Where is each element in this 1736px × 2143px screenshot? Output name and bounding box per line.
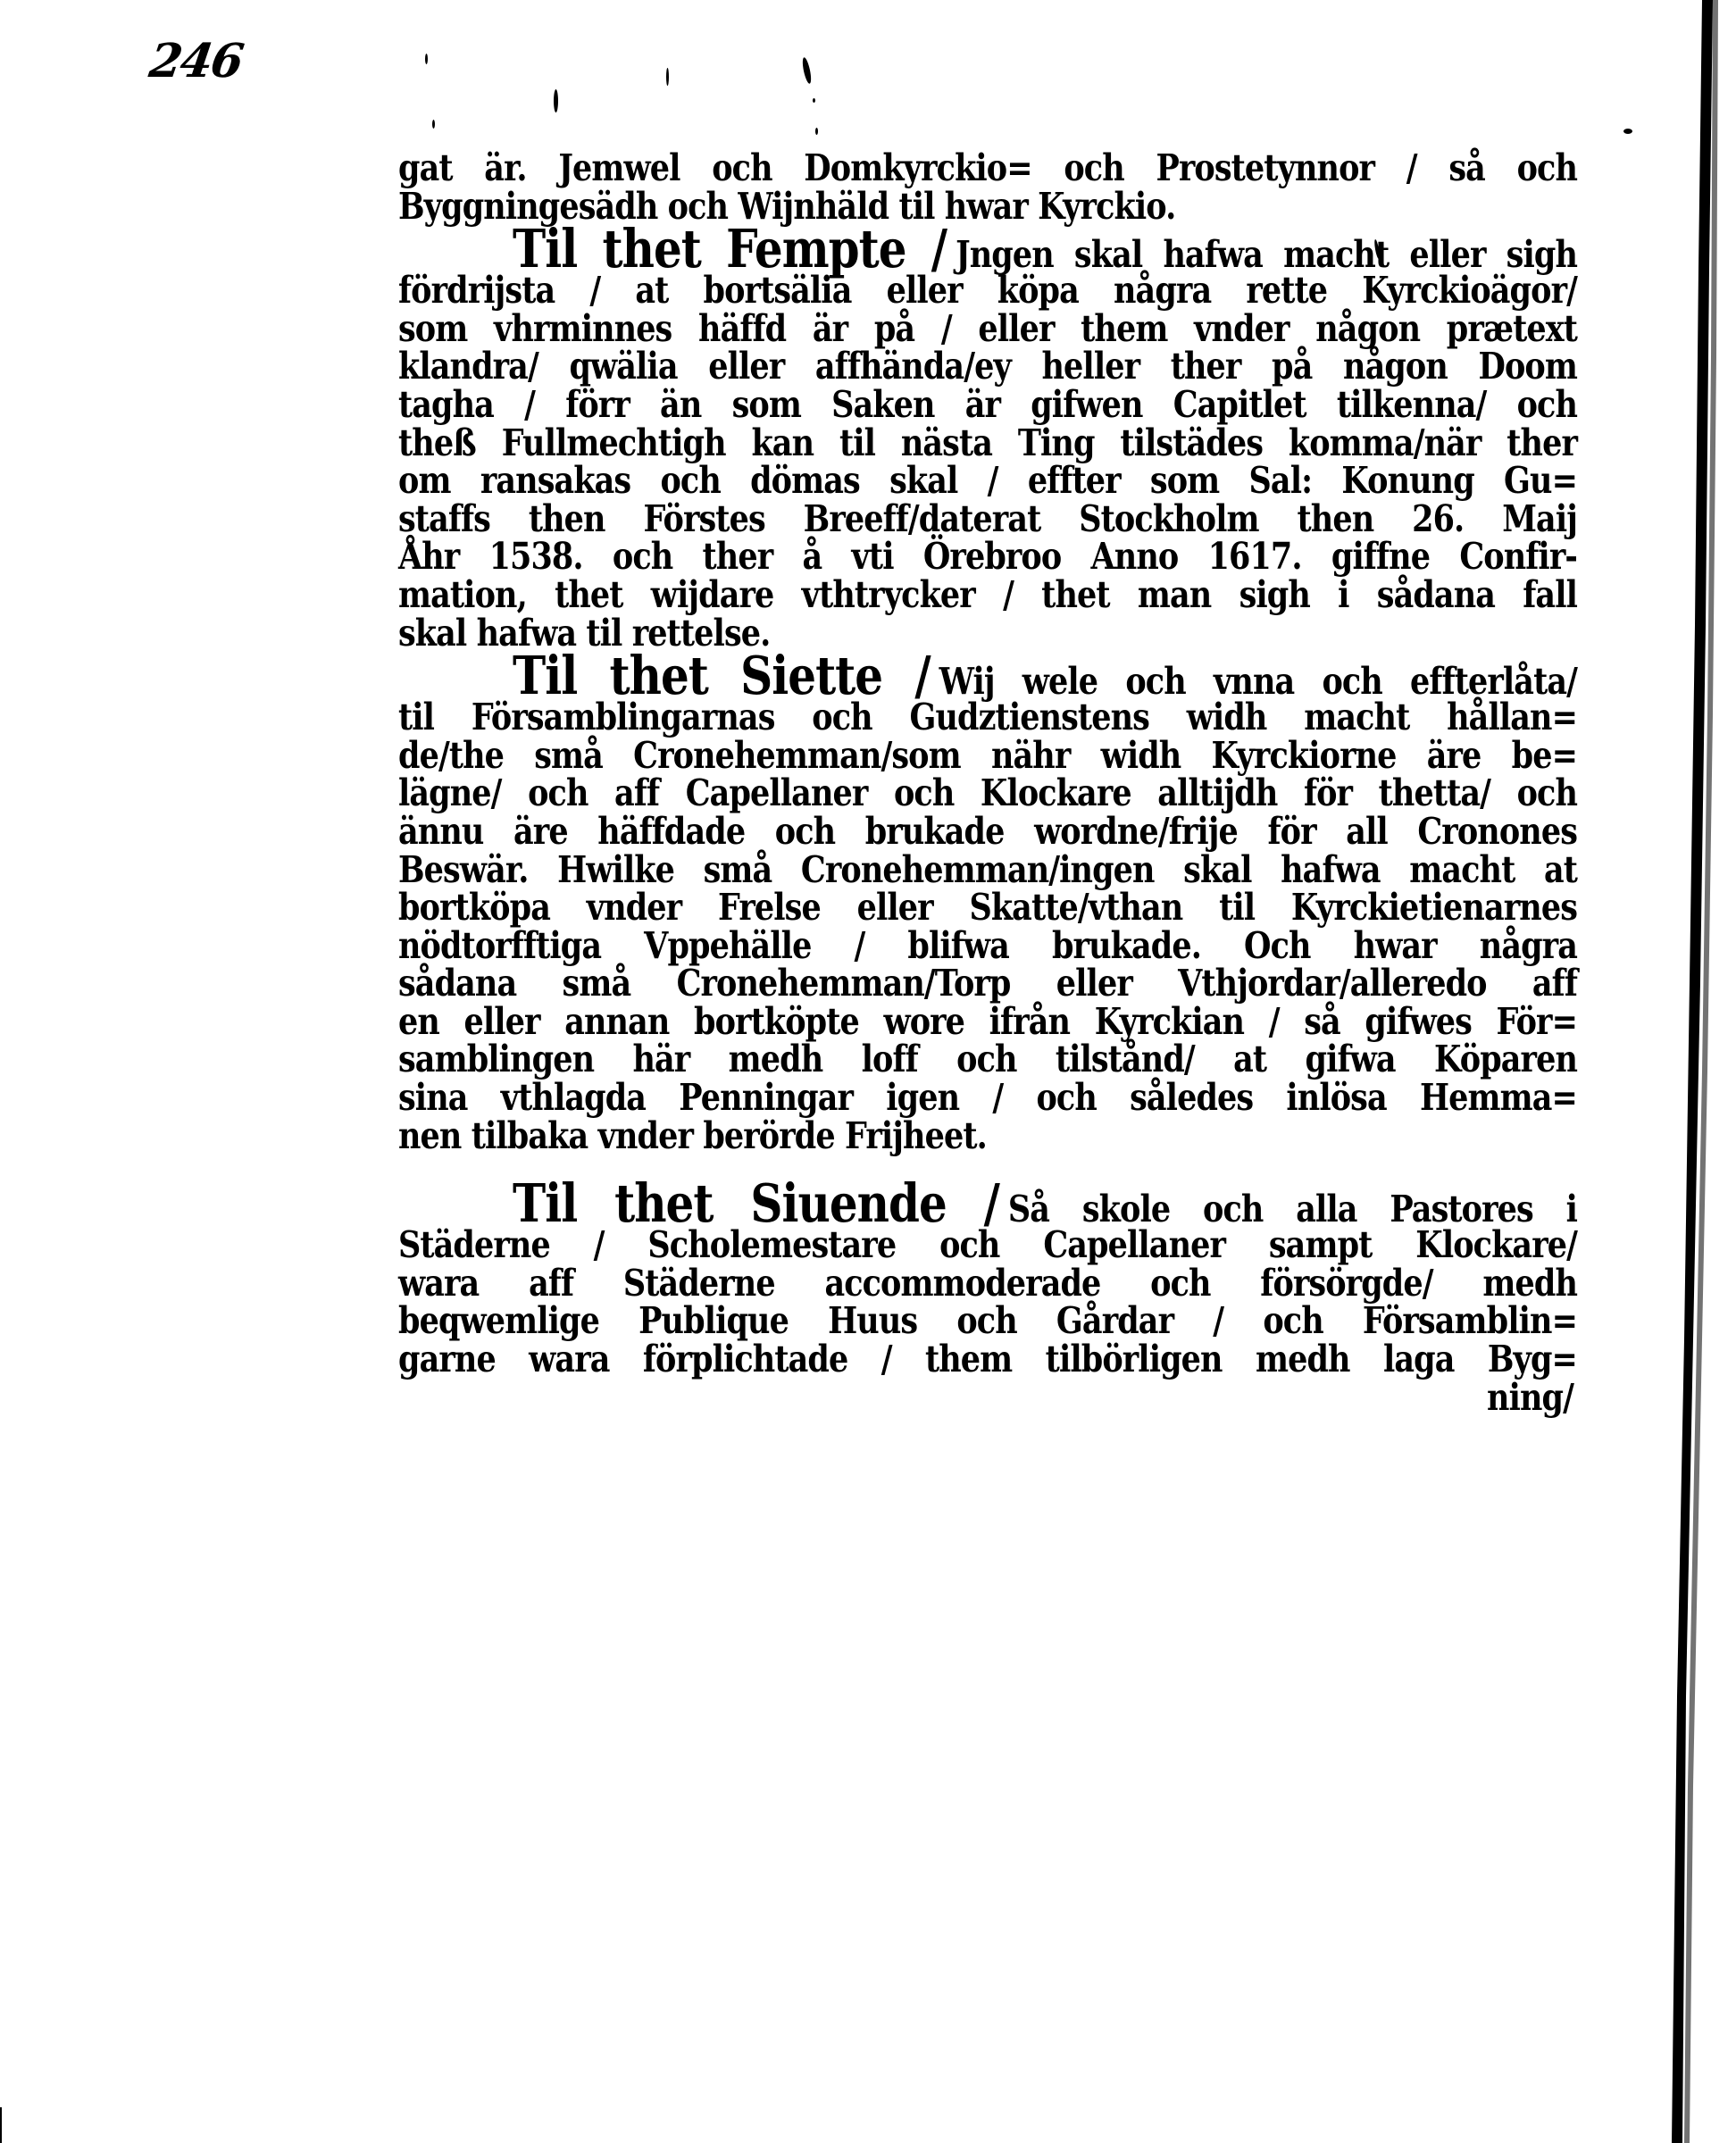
text-line: til Församblingarnas och Gudztienstens widh macht hållan= <box>398 696 1577 739</box>
text-line: mation, thet wijdare vthtrycker / thet man sigh i sådana fall <box>398 573 1577 617</box>
binding-shadow <box>1638 0 1736 2143</box>
text-line: skal hafwa til rettelse. <box>398 611 771 655</box>
text-line: sina vthlagda Penningar igen / och således inlösa Hemma= <box>398 1076 1577 1120</box>
text-run: Så skole och alla Pastores i <box>1007 1188 1577 1231</box>
scan-speck <box>0 2107 2 2143</box>
scan-speck <box>554 89 558 113</box>
text-line: Åhr 1538. och ther å vti Örebroo Anno 1617. giffne Confir- <box>398 535 1577 579</box>
text-run: Jngen skal hafwa macht eller sigh <box>956 233 1577 277</box>
text-line: de/the små Cronehemman/som nähr widh Kyrckiorne äre be= <box>398 733 1577 778</box>
text-line: Städerne / Scholemestare och Capellaner sampt Klockare/ <box>398 1223 1577 1267</box>
scan-speck <box>1623 129 1632 134</box>
text-run: Wij wele och vnna och effterlåta/ <box>939 660 1578 704</box>
text-line: gat är. Jemwel och Domkyrckio= och Prostetynnor / så och <box>398 146 1577 190</box>
scan-speck <box>432 120 435 129</box>
text-line: fördrijsta / at bortsälia eller köpa några rette Kyrckioägor/ <box>398 269 1577 313</box>
text-line: bortköpa vnder Frelse eller Skatte/vthan til Kyrckietienarnes <box>398 886 1577 930</box>
text-line: en eller annan bortköpte wore ifrån Kyrckian / så gifwes För= <box>398 1000 1577 1044</box>
text-line: Beswär. Hwilke små Cronehemman/ingen skal hafwa macht at <box>398 847 1577 892</box>
scan-speck <box>801 57 813 85</box>
text-line: theß Fullmechtigh kan til nästa Ting tilstädes komma/när ther <box>398 421 1577 465</box>
text-line: klandra/ qwälia eller affhända/ey heller ther på någon Doom <box>398 345 1577 388</box>
text-line: beqwemlige Publique Huus och Gårdar / och Församblin= <box>398 1299 1577 1343</box>
text-line: Byggningesädh och Wijnhäld til hwar Kyrckio. <box>398 184 1176 229</box>
text-line: tagha / förr än som Saken är gifwen Capitlet tilkenna/ och <box>398 383 1577 427</box>
scan-speck <box>666 68 669 86</box>
page-number: 246 <box>146 34 246 88</box>
text-line: sådana små Cronehemman/Torp eller Vthjordar/alleredo aff <box>398 962 1577 1005</box>
text-line: om ransakas och dömas skal / effter som Sal: Konung Gu= <box>398 459 1577 503</box>
text-line: lägne/ och aff Capellaner och Klockare alltijdh för thetta/ och <box>398 771 1577 815</box>
text-line: wara aff Städerne accommoderade och försörgde/ medh <box>398 1262 1577 1305</box>
scan-speck <box>815 128 818 135</box>
text-line: staffs then Förstes Breeff/daterat Stockholm then 26. Maij <box>398 496 1577 541</box>
catchword: ning/ <box>1487 1375 1573 1420</box>
text-line: samblingen här medh loff och tilstånd/ at gifwa Köparen <box>398 1038 1577 1082</box>
scan-speck <box>425 54 428 64</box>
text-line: garne wara förplichtade / them tilbörligen medh laga Byg= <box>398 1338 1577 1381</box>
text-line: nen tilbaka vnder berörde Frijheet. <box>398 1113 987 1158</box>
text-line: ännu äre häffdade och brukade wordne/frije för all Cronones <box>398 810 1577 854</box>
text-line: som vhrminnes häffd är på / eller them vnder någon prætext <box>398 306 1577 351</box>
section-heading-siuende: Til thet Siuende / <box>513 1172 999 1235</box>
body-text <box>398 146 1578 1420</box>
section-heading-siette: Til thet Siette / <box>513 644 931 707</box>
scan-speck <box>813 98 815 103</box>
section-heading-fempte: Til thet Fempte / <box>513 217 947 280</box>
text-line: nödtorfftiga Vppehälle / blifwa brukade. Och hwar några <box>398 923 1577 968</box>
